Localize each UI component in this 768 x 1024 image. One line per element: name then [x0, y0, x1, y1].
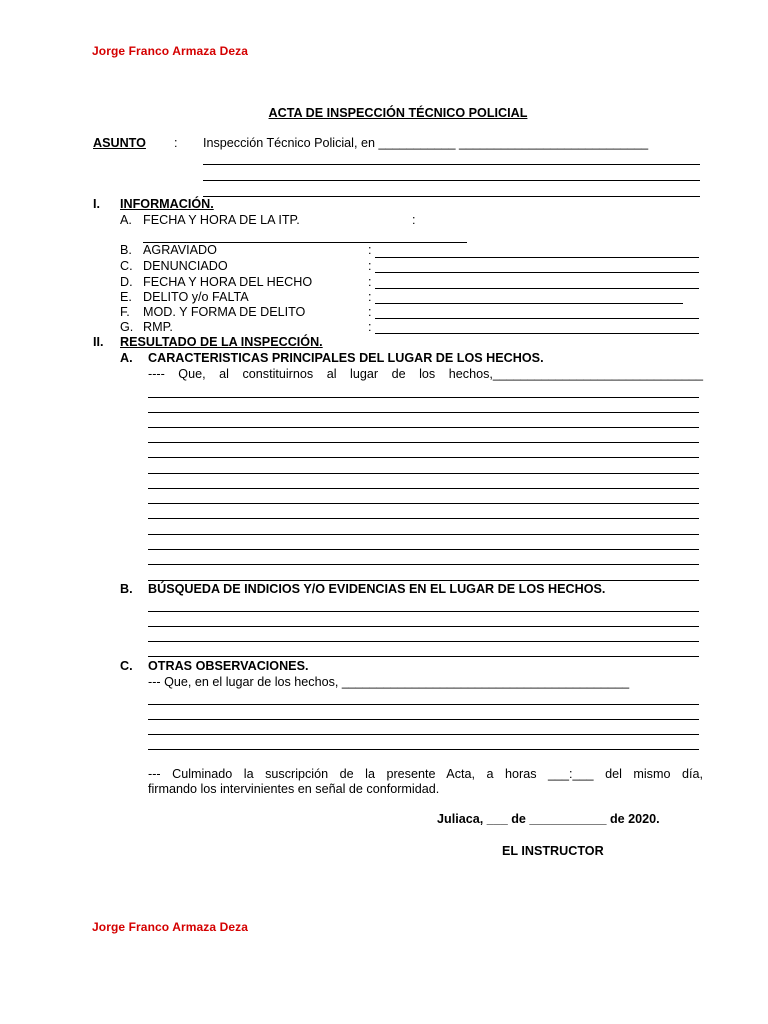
item-c-letter: C. [120, 259, 133, 273]
sub-c-blank-line [148, 719, 699, 720]
sub-a-blank-line [148, 518, 699, 519]
item-b-colon: : [368, 243, 372, 257]
asunto-blank-line [203, 180, 700, 181]
sub-c-letter: C. [120, 659, 133, 673]
item-g-letter: G. [120, 320, 134, 334]
asunto-label: ASUNTO [93, 136, 146, 150]
item-f-blank-line [375, 318, 699, 319]
item-f-label: MOD. Y FORMA DE DELITO [143, 305, 306, 319]
sub-a-blank-line [148, 534, 699, 535]
sub-a-heading: CARACTERISTICAS PRINCIPALES DEL LUGAR DE LOS HECHOS. [148, 351, 544, 365]
document-title [0, 106, 768, 120]
item-d-blank-line [375, 288, 699, 289]
sub-a-blank-line [148, 427, 699, 428]
sub-a-blank-line [148, 488, 699, 489]
item-e-letter: E. [120, 290, 132, 304]
item-e-label: DELITO y/o FALTA [143, 290, 249, 304]
place-date: Juliaca, ___ de ___________ de 2020. [437, 812, 660, 826]
item-b-label: AGRAVIADO [143, 243, 217, 257]
asunto-colon: : [174, 136, 178, 150]
sub-b-blank-line [148, 656, 699, 657]
sub-a-letter: A. [120, 351, 133, 365]
sub-a-blank-line [148, 397, 699, 398]
sub-b-blank-line [148, 641, 699, 642]
item-d-label: FECHA Y HORA DEL HECHO [143, 275, 313, 289]
sub-a-blank-line [148, 442, 699, 443]
item-d-letter: D. [120, 275, 133, 289]
sub-a-intro: ---- Que, al constituirnos al lugar de los hechos,______________________________ [148, 367, 703, 381]
sub-a-blank-line [148, 580, 699, 581]
sub-a-blank-line [148, 473, 699, 474]
sub-c-intro: --- Que, en el lugar de los hechos, _________________________________________ [148, 675, 630, 689]
section2-number: II. [93, 335, 104, 349]
section1-heading: INFORMACIÓN. [120, 197, 214, 211]
item-d-colon: : [368, 275, 372, 289]
closing-line-1: --- Culminado la suscripción de la presente Acta, a horas ___:___ del mismo día, [148, 767, 703, 781]
item-f-colon: : [368, 305, 372, 319]
section1-number: I. [93, 197, 100, 211]
item-a-colon: : [412, 213, 416, 227]
sub-b-blank-line [148, 611, 699, 612]
signature-label: EL INSTRUCTOR [502, 844, 604, 858]
item-g-blank-line [375, 333, 699, 334]
item-g-colon: : [368, 320, 372, 334]
sub-a-blank-line [148, 412, 699, 413]
header-author: Jorge Franco Armaza Deza [92, 44, 249, 58]
closing-line-2: firmando los intervinientes en señal de conformidad. [148, 782, 440, 796]
item-e-blank-line [375, 303, 683, 304]
sub-b-heading: BÚSQUEDA DE INDICIOS Y/O EVIDENCIAS EN EL LUGAR DE LOS HECHOS. [148, 582, 606, 596]
item-a-label: FECHA Y HORA DE LA ITP. [143, 213, 300, 227]
sub-c-blank-line [148, 749, 699, 750]
item-a-letter: A. [120, 213, 132, 227]
sub-c-blank-line [148, 734, 699, 735]
item-b-blank-line [375, 257, 699, 258]
asunto-text: Inspección Técnico Policial, en ___________ ___________________________ [203, 136, 649, 150]
sub-c-blank-line [148, 704, 699, 705]
item-b-letter: B. [120, 243, 132, 257]
item-c-label: DENUNCIADO [143, 259, 228, 273]
sub-b-blank-line [148, 626, 699, 627]
sub-c-heading: OTRAS OBSERVACIONES. [148, 659, 309, 673]
section2-heading: RESULTADO DE LA INSPECCIÓN. [120, 335, 323, 349]
sub-b-letter: B. [120, 582, 133, 596]
asunto-blank-line [203, 164, 700, 165]
asunto-blank-line [203, 196, 700, 197]
item-c-blank-line [375, 272, 699, 273]
sub-a-blank-line [148, 549, 699, 550]
document-title-text: ACTA DE INSPECCIÓN TÉCNICO POLICIAL [268, 106, 528, 120]
item-e-colon: : [368, 290, 372, 304]
footer-author: Jorge Franco Armaza Deza [92, 920, 249, 934]
sub-a-blank-line [148, 503, 699, 504]
sub-a-blank-line [148, 457, 699, 458]
item-f-letter: F. [120, 305, 130, 319]
item-c-colon: : [368, 259, 372, 273]
sub-a-blank-line [148, 564, 699, 565]
item-g-label: RMP. [143, 320, 173, 334]
